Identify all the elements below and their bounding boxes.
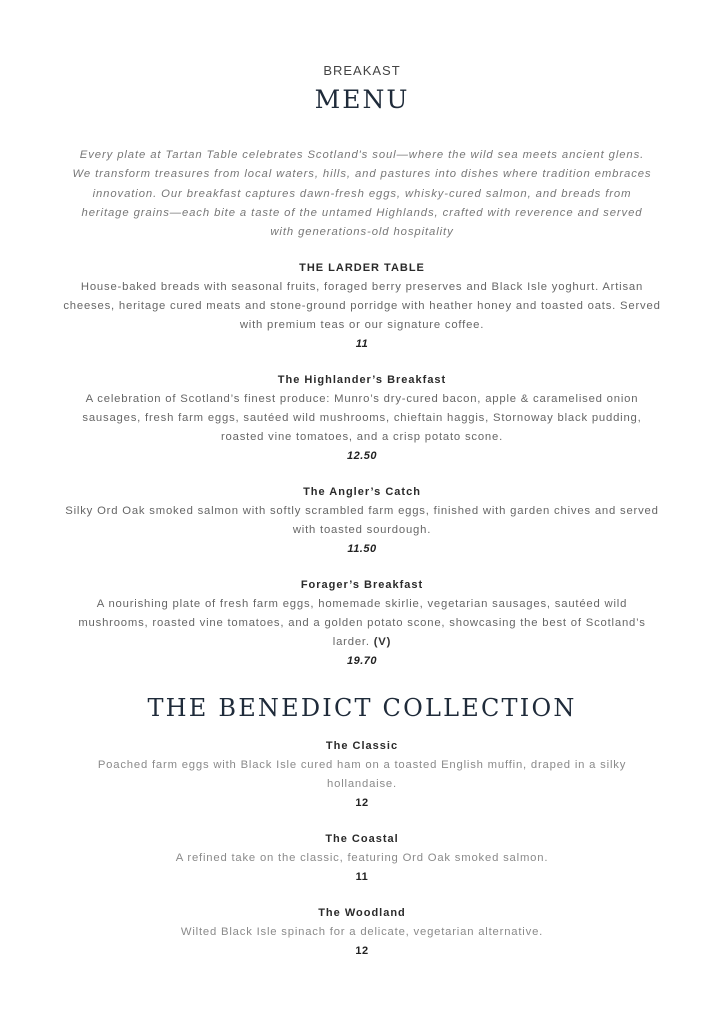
menu-item [62,483,662,559]
vegetarian-tag: (V) [373,636,392,649]
item-name: The Coastal [325,833,399,846]
item-price: 11.50 [347,543,377,556]
breakfast-section [62,259,662,671]
item-name: The Highlander’s Breakfast [277,374,447,387]
item-description [62,595,662,652]
menu-item [62,904,662,961]
benedict-title: THE BENEDICT COLLECTION [147,694,577,723]
item-name: The Angler’s Catch [303,486,421,499]
intro-text: Every plate at Tartan Table celebrates Scotland's soul—where the wild sea meets ancient glens. We transform treasures from local waters, hills, and pastures into dishes where tradition embraces innovation. Our breakfast captures dawn-fresh eggs, whisky-cured salmon, and breads from heritage grains—each bite a taste of the untamed Highlands, crafted with reverence and served with generations-old hospitality [72,149,652,239]
item-description: A refined take on the classic, featuring Ord Oak smoked salmon. [175,852,549,865]
menu-title: MENU [314,85,410,114]
item-price: 11 [355,871,369,884]
item-price: 12 [355,945,369,958]
menu-kicker: BREAKAST [323,63,401,78]
item-description: A celebration of Scotland’s finest produce: Munro’s dry-cured bacon, apple & caramelised onion sausages, fresh farm eggs, sautéed wild mushrooms, chieftain haggis, Stornoway black pudding, roasted vine tomatoes, and a crisp potato scone. [82,393,642,444]
item-price: 19.70 [346,655,378,668]
menu-content [62,62,662,961]
item-name: The Classic [325,740,399,753]
item-description: Poached farm eggs with Black Isle cured ham on a toasted English muffin, draped in a silky hollandaise. [97,759,627,791]
menu-item [62,830,662,887]
menu-item [62,371,662,466]
item-description: Wilted Black Isle spinach for a delicate, vegetarian alternative. [180,926,544,939]
item-name: Forager’s Breakfast [300,579,424,592]
item-description: Silky Ord Oak smoked salmon with softly scrambled farm eggs, finished with garden chives and served with toasted sourdough. [65,505,659,537]
benedict-section [62,737,662,961]
menu-item [62,259,662,354]
item-price: 11 [355,338,369,351]
item-price: 12 [355,797,369,810]
item-description-text: A nourishing plate of fresh farm eggs, homemade skirlie, vegetarian sausages, sautéed wild mushrooms, roasted vine tomatoes, and a golden potato scone, showcasing the best of Scotland’s larder. [78,598,646,649]
item-price: 12.50 [346,450,378,463]
menu-item [62,576,662,671]
item-description: House-baked breads with seasonal fruits, foraged berry preserves and Black Isle yoghurt. Artisan cheeses, heritage cured meats and stone-ground porridge with heather honey and toasted oats. Served with premium teas or our signature coffee. [63,281,661,332]
item-name: The Woodland [318,907,406,920]
menu-item [62,737,662,813]
item-name: THE LARDER TABLE [299,262,425,275]
